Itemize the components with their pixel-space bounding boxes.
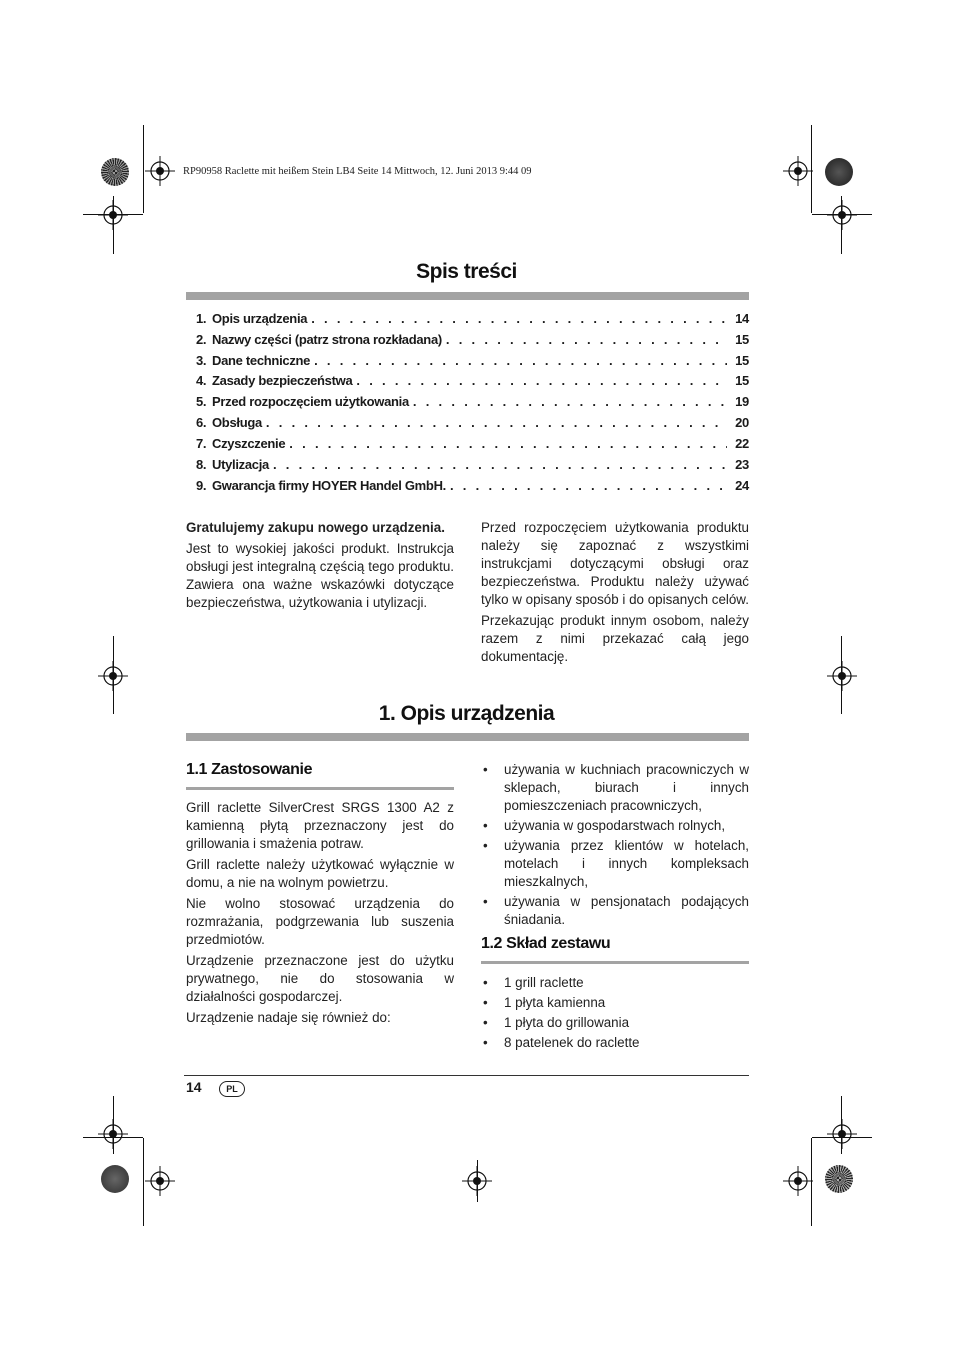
- toc-item-label: Opis urządzenia: [212, 311, 308, 326]
- toc-item-page: 15: [735, 373, 749, 388]
- contents-list: [481, 974, 749, 1052]
- usage-paragraph: Grill raclette SilverCrest SRGS 1300 A2 z kamienną płytą przeznaczony jest do grillowania i smażenia potraw.: [186, 800, 454, 851]
- list-item: • 8 patelenek do raclette: [481, 1034, 749, 1052]
- subsection-title: 1.2 Skład zestawu: [481, 935, 611, 952]
- list-item: • używania w pensjonatach podających śniadania.: [481, 893, 749, 929]
- list-item: • używania w kuchniach pracowniczych w sklepach, biurach i innych pomieszczeniach pracowniczych,: [481, 761, 749, 815]
- toc-item-label: Dane techniczne: [212, 353, 311, 368]
- language-badge: PL: [219, 1081, 245, 1097]
- usage-paragraph: Grill raclette należy użytkować wyłącznie w domu, a nie na wolnym powietrzu.: [186, 857, 454, 890]
- usage-list: [481, 761, 749, 929]
- section-title: 1. Opis urządzenia: [378, 702, 555, 725]
- intro-paragraph: Przed rozpoczęciem użytkowania produktu należy się zapoznać z wszystkimi instrukcjami dotyczącymi obsługi oraz bezpieczeństwa. Produktu należy używać tylko w opisany sposób i do opisanych celów.: [481, 520, 749, 607]
- list-item: • 1 płyta kamienna: [481, 994, 749, 1012]
- toc-item-label: Obsługa: [212, 415, 262, 430]
- color-rosette-icon: [825, 158, 853, 186]
- subsection-rule: [481, 961, 749, 964]
- toc-item-label: Przed rozpoczęciem użytkowania: [212, 394, 409, 409]
- color-rosette-icon: [101, 1165, 129, 1193]
- toc-item-page: 15: [735, 353, 749, 368]
- toc-item[interactable]: 1. Opis urządzenia . . . 14: [196, 311, 749, 332]
- toc-item-page: 22: [735, 436, 749, 451]
- print-header: RP90958 Raclette mit heißem Stein LB4 Seite 14 Mittwoch, 12. Juni 2013 9:44 09: [183, 166, 532, 177]
- registration-mark-icon: [145, 156, 175, 186]
- intro-right-column: [481, 519, 749, 669]
- toc-item[interactable]: 2. Nazwy części (patrz strona rozkładana) . . . 15: [196, 332, 749, 353]
- contents-column: [481, 974, 749, 1054]
- intro-paragraph: Jest to wysokiej jakości produkt. Instrukcja obsługi jest integralną częścią tego produktu. Zawiera ona ważne wskazówki dotyczące bezpieczeństwa, użytkowania i utylizacji.: [186, 541, 454, 610]
- toc-title: Spis treści: [416, 260, 517, 283]
- color-rosette-icon: [101, 158, 129, 186]
- toc-item[interactable]: 7. Czyszczenie . . . 22: [196, 436, 749, 457]
- list-item: • 1 grill raclette: [481, 974, 749, 992]
- registration-mark-icon: [145, 1166, 175, 1196]
- registration-mark-icon: [783, 156, 813, 186]
- registration-mark-icon: [462, 1166, 492, 1196]
- subsection-title: 1.1 Zastosowanie: [186, 761, 313, 778]
- toc-item-page: 15: [735, 332, 749, 347]
- usage-left-column: [186, 799, 454, 1030]
- color-rosette-icon: [825, 1165, 853, 1193]
- usage-paragraph: Nie wolno stosować urządzenia do rozmrażania, podgrzewania lub suszenia przedmiotów.: [186, 896, 454, 947]
- page-number: 14: [186, 1079, 202, 1095]
- toc-item-label: Utylizacja: [212, 457, 269, 472]
- toc-item-page: 19: [735, 394, 749, 409]
- footer-rule: [184, 1075, 749, 1076]
- toc-item[interactable]: 3. Dane techniczne . . . 15: [196, 353, 749, 374]
- toc-item-page: 20: [735, 415, 749, 430]
- registration-mark-icon: [98, 200, 128, 230]
- registration-mark-icon: [98, 661, 128, 691]
- list-item: • używania przez klientów w hotelach, motelach i innych kompleksach mieszkalnych,: [481, 837, 749, 891]
- section-title-bar: [186, 733, 749, 741]
- toc-item[interactable]: 9. Gwarancja firmy HOYER Handel GmbH. . . . 24: [196, 478, 749, 499]
- toc-item[interactable]: 5. Przed rozpoczęciem użytkowania . . . 19: [196, 394, 749, 415]
- usage-paragraph: Urządzenie przeznaczone jest do użytku prywatnego, nie do stosowania w działalności gospodarczej.: [186, 953, 454, 1004]
- toc-item[interactable]: 4. Zasady bezpieczeństwa . . . 15: [196, 373, 749, 394]
- usage-paragraph: Urządzenie nadaje się również do:: [186, 1010, 391, 1025]
- toc-item-label: Zasady bezpieczeństwa: [212, 373, 353, 388]
- registration-mark-icon: [827, 1119, 857, 1149]
- toc-item[interactable]: 6. Obsługa . . . 20: [196, 415, 749, 436]
- intro-lead: Gratulujemy zakupu nowego urządzenia.: [186, 520, 445, 535]
- toc-item-page: 24: [735, 478, 749, 493]
- registration-mark-icon: [827, 661, 857, 691]
- registration-mark-icon: [783, 1166, 813, 1196]
- intro-paragraph: Przekazując produkt innym osobom, należy razem z nimi przekazać całą jego dokumentację.: [481, 613, 749, 664]
- registration-mark-icon: [827, 200, 857, 230]
- list-item: • używania w gospodarstwach rolnych,: [481, 817, 749, 835]
- usage-right-column: [481, 761, 749, 931]
- toc-item-label: Gwarancja firmy HOYER Handel GmbH.: [212, 478, 446, 493]
- subsection-rule: [186, 787, 454, 790]
- registration-mark-icon: [98, 1119, 128, 1149]
- list-item: • 1 płyta do grillowania: [481, 1014, 749, 1032]
- intro-left-column: [186, 519, 454, 615]
- toc-item[interactable]: 8. Utylizacja . . . 23: [196, 457, 749, 478]
- toc-item-page: 14: [735, 311, 749, 326]
- toc-item-label: Nazwy części (patrz strona rozkładana): [212, 332, 442, 347]
- toc-item-label: Czyszczenie: [212, 436, 286, 451]
- toc-item-page: 23: [735, 457, 749, 472]
- toc-title-bar: [186, 292, 749, 300]
